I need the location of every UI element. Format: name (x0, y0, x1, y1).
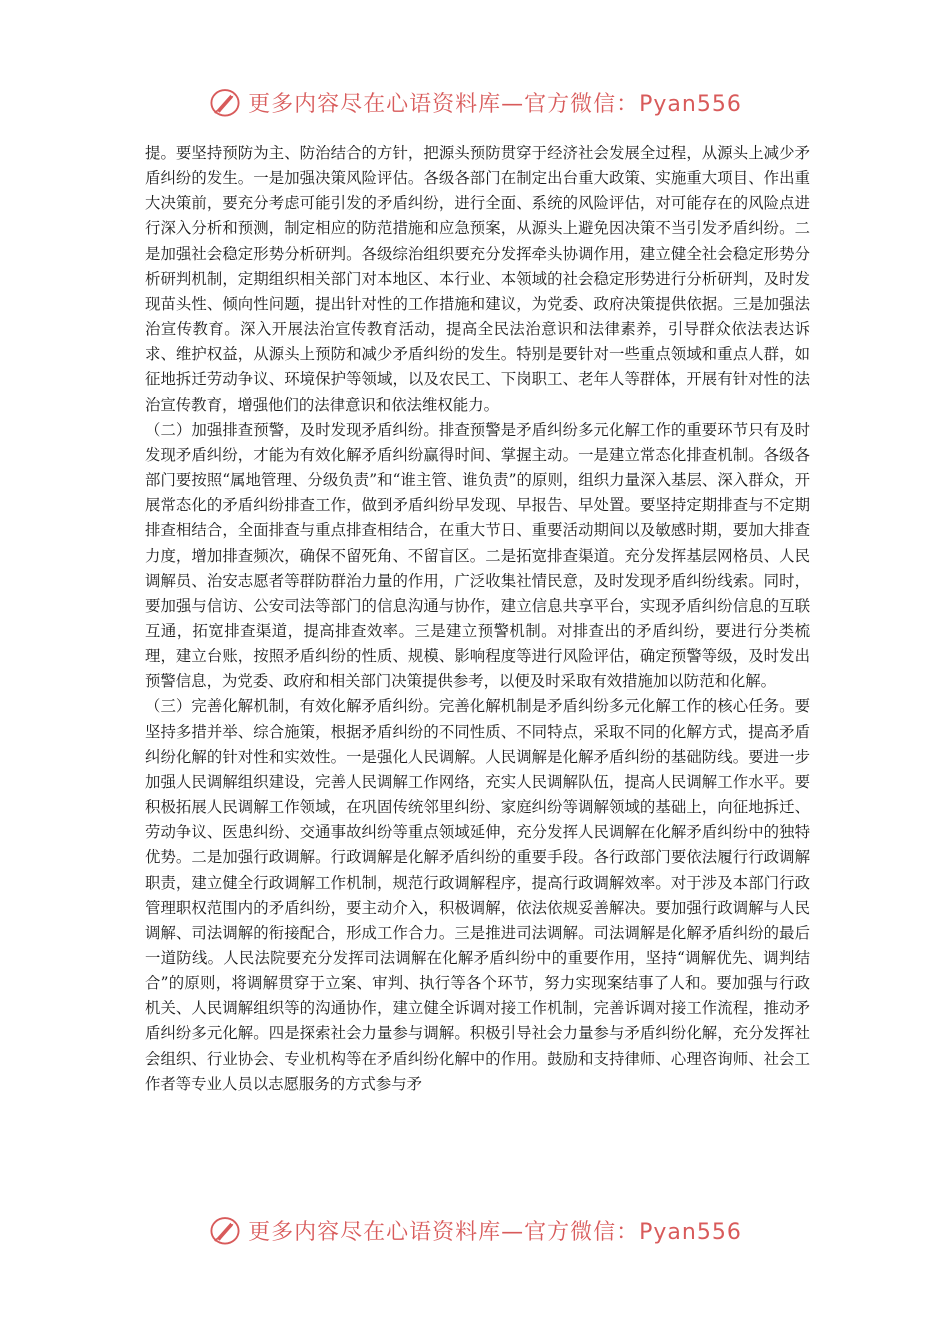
header-banner-text: 更多内容尽在心语资料库—官方微信：Pyan556 (248, 91, 742, 117)
pen-nib-logo-icon (208, 85, 242, 119)
footer-banner-text: 更多内容尽在心语资料库—官方微信：Pyan556 (248, 1219, 742, 1245)
paragraph-3: （三）完善化解机制，有效化解矛盾纠纷。完善化解机制是矛盾纠纷多元化解工作的核心任务。要坚持多措并举、综合施策，根据矛盾纠纷的不同性质、不同特点，采取不同的化解方式，提高矛盾纠纷化解的针对性和实效性。一是强化人民调解。人民调解是化解矛盾纠纷的基础防线。要进一步加强人民调解组织建设，完善人民调解工作网络，充实人民调解队伍，提高人民调解工作水平。要积极拓展人民调解工作领域，在巩固传统邻里纠纷、家庭纠纷等调解领域的基础上，向征地拆迁、劳动争议、医患纠纷、交通事故纠纷等重点领域延伸，充分发挥人民调解在化解矛盾纠纷中的独特优势。二是加强行政调解。行政调解是化解矛盾纠纷的重要手段。各行政部门要依法履行行政调解职责，建立健全行政调解工作机制，规范行政调解程序，提高行政调解效率。对于涉及本部门行政管理职权范围内的矛盾纠纷，要主动介入，积极调解，依法依规妥善解决。要加强行政调解与人民调解、司法调解的衔接配合，形成工作合力。三是推进司法调解。司法调解是化解矛盾纠纷的最后一道防线。人民法院要充分发挥司法调解在化解矛盾纠纷中的重要作用，坚持“调解优先、调判结合”的原则，将调解贯穿于立案、审判、执行等各个环节，努力实现案结事了人和。要加强与行政机关、人民调解组织等的沟通协作，建立健全诉调对接工作机制，完善诉调对接工作流程，推动矛盾纠纷多元化解。四是探索社会力量参与调解。积极引导社会力量参与矛盾纠纷化解，充分发挥社会组织、行业协会、专业机构等在矛盾纠纷化解中的作用。鼓励和支持律师、心理咨询师、社会工作者等专业人员以志愿服务的方式参与矛 (145, 697, 810, 1093)
pen-nib-logo-icon (208, 1213, 242, 1247)
paragraph-2: （二）加强排查预警，及时发现矛盾纠纷。排查预警是矛盾纠纷多元化解工作的重要环节只有及时发现矛盾纠纷，才能为有效化解矛盾纠纷赢得时间、掌握主动。一是建立常态化排查机制。各级各部门要按照“属地管理、分级负责”和“谁主管、谁负责”的原则，组织力量深入基层、深入群众，开展常态化的矛盾纠纷排查工作，做到矛盾纠纷早发现、早报告、早处置。要坚持定期排查与不定期排查相结合，全面排查与重点排查相结合，在重大节日、重要活动期间以及敏感时期，要加大排查力度，增加排查频次，确保不留死角、不留盲区。二是拓宽排查渠道。充分发挥基层网格员、人民调解员、治安志愿者等群防群治力量的作用，广泛收集社情民意，及时发现矛盾纠纷线索。同时，要加强与信访、公安司法等部门的信息沟通与协作，建立信息共享平台，实现矛盾纠纷信息的互联互通，拓宽排查渠道，提高排查效率。三是建立预警机制。对排查出的矛盾纠纷，要进行分类梳理，建立台账，按照矛盾纠纷的性质、规模、影响程度等进行风险评估，确定预警等级，及时发出预警信息，为党委、政府和相关部门决策提供参考，以便及时采取有效措施加以防范和化解。 (145, 420, 810, 691)
paragraph-1: 提。要坚持预防为主、防治结合的方针，把源头预防贯穿于经济社会发展全过程，从源头上减少矛盾纠纷的发生。一是加强决策风险评估。各级各部门在制定出台重大政策、实施重大项目、作出重大决策前，要充分考虑可能引发的矛盾纠纷，进行全面、系统的风险评估，对可能存在的风险点进行深入分析和预测，制定相应的防范措施和应急预案，从源头上避免因决策不当引发矛盾纠纷。二是加强社会稳定形势分析研判。各级综治组织要充分发挥牵头协调作用，建立健全社会稳定形势分析研判机制，定期组织相关部门对本地区、本行业、本领域的社会稳定形势进行分析研判，及时发现苗头性、倾向性问题，提出针对性的工作措施和建议，为党委、政府决策提供依据。三是加强法治宣传教育。深入开展法治宣传教育活动，提高全民法治意识和法律素养，引导群众依法表达诉求、维护权益，从源头上预防和减少矛盾纠纷的发生。特别是要针对一些重点领域和重点人群，如征地拆迁劳动争议、环境保护等领域，以及农民工、下岗职工、老年人等群体，开展有针对性的法治宣传教育，增强他们的法律意识和依法维权能力。 (145, 144, 810, 414)
document-body (145, 141, 810, 1097)
header-banner (0, 80, 950, 124)
footer-banner (0, 1208, 950, 1252)
